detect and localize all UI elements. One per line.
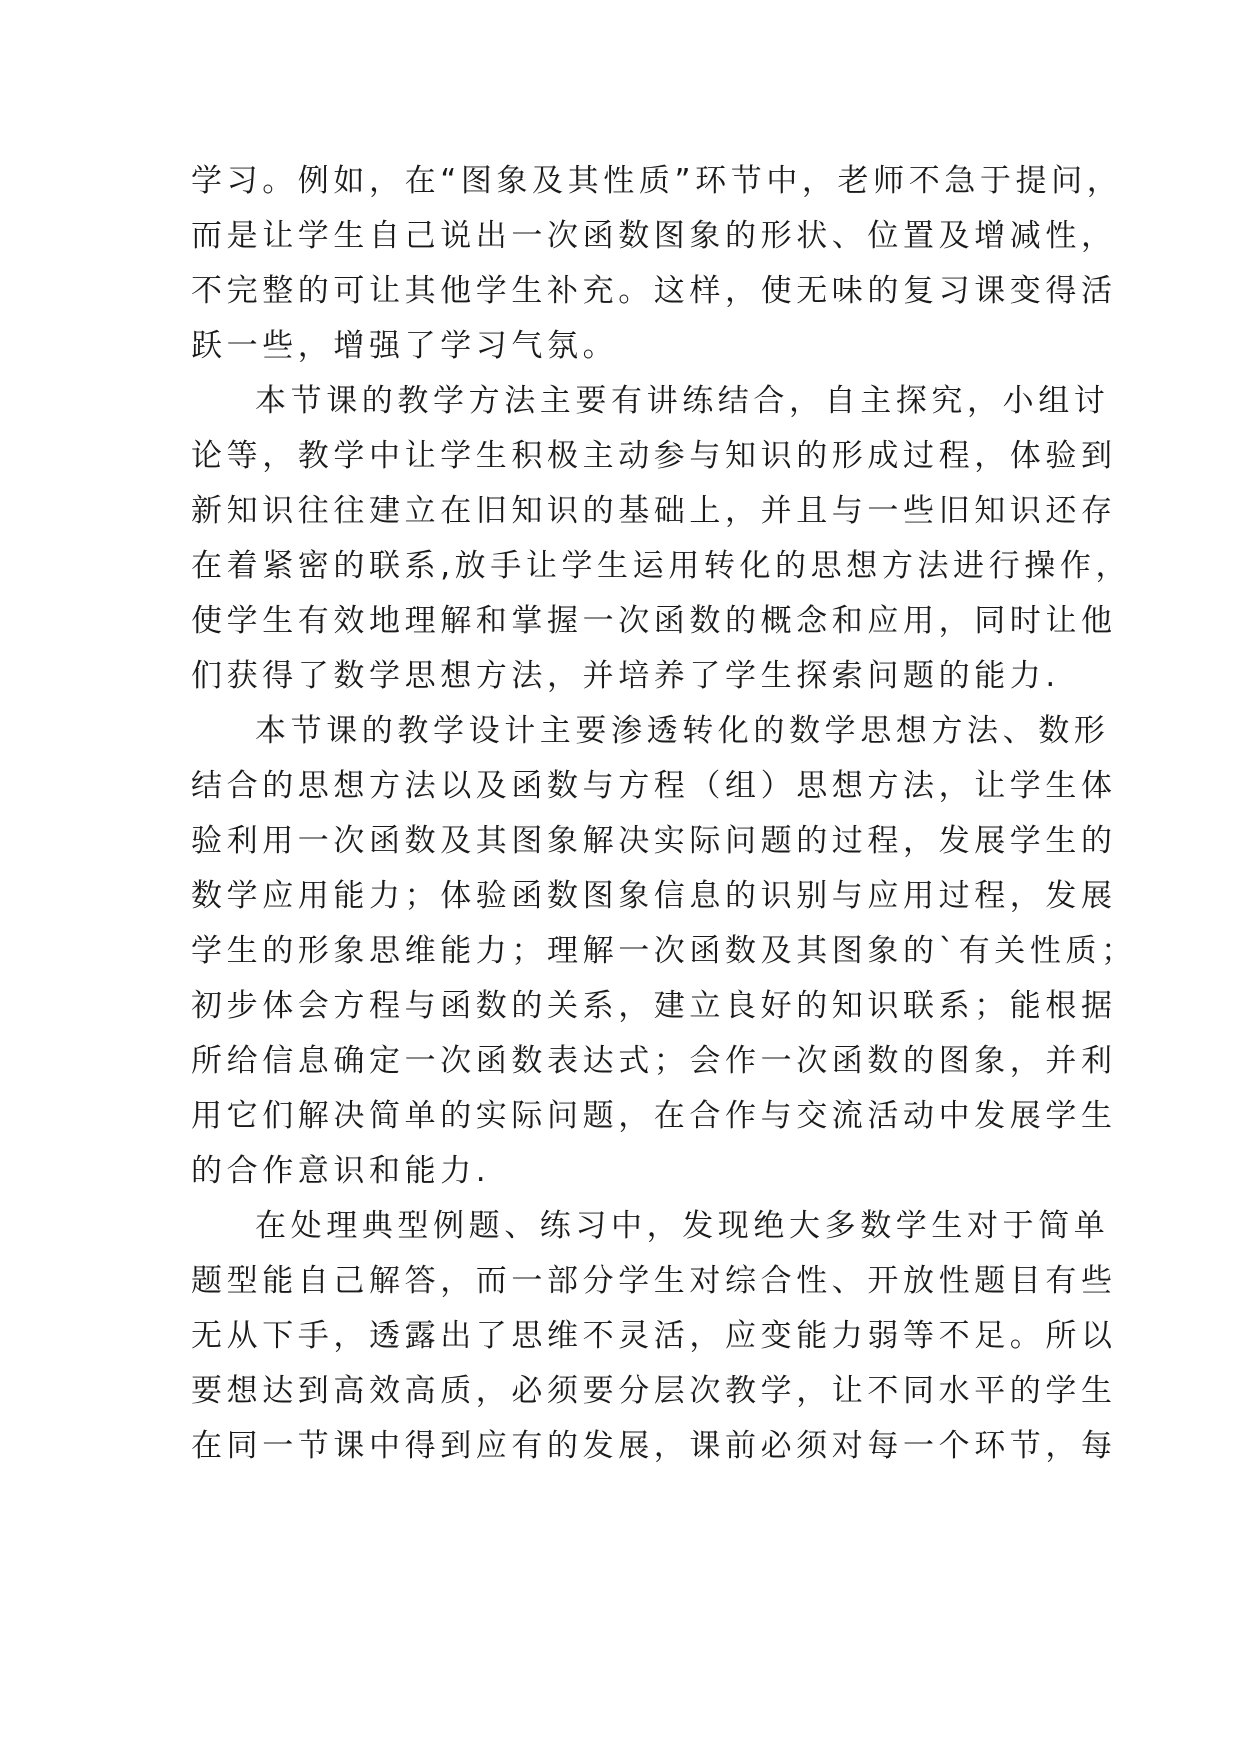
text-line: 使学生有效地理解和掌握一次函数的概念和应用，同时让他 xyxy=(191,603,1117,639)
text-line: 学生的形象思维能力；理解一次函数及其图象的`有关性质； xyxy=(191,933,1137,969)
text-line: 在着紧密的联系,放手让学生运用转化的思想方法进行操作， xyxy=(191,548,1132,584)
paragraph-first-line: 本节课的教学方法主要有讲练结合，自主探究，小组讨 xyxy=(255,383,1110,419)
text-line: 论等，教学中让学生积极主动参与知识的形成过程，体验到 xyxy=(191,438,1117,474)
text-line: 在同一节课中得到应有的发展，课前必须对每一个环节，每 xyxy=(191,1428,1117,1464)
text-line: 题型能自己解答，而一部分学生对综合性、开放性题目有些 xyxy=(191,1263,1117,1299)
text-line: 无从下手，透露出了思维不灵活，应变能力弱等不足。所以 xyxy=(191,1318,1117,1354)
text-line: 的合作意识和能力. xyxy=(191,1153,491,1189)
text-line: 验利用一次函数及其图象解决实际问题的过程，发展学生的 xyxy=(191,823,1117,859)
text-line: 要想达到高效高质，必须要分层次教学，让不同水平的学生 xyxy=(191,1373,1117,1409)
text-line: 新知识往往建立在旧知识的基础上，并且与一些旧知识还存 xyxy=(191,493,1117,529)
text-line: 用它们解决简单的实际问题，在合作与交流活动中发展学生 xyxy=(191,1098,1117,1134)
text-line: 们获得了数学思想方法，并培养了学生探索问题的能力. xyxy=(191,658,1060,694)
text-line: 结合的思想方法以及函数与方程（组）思想方法，让学生体 xyxy=(191,768,1117,804)
text-line: 初步体会方程与函数的关系，建立良好的知识联系；能根据 xyxy=(191,988,1117,1024)
text-line: 学习。例如，在“图象及其性质”环节中，老师不急于提问， xyxy=(191,163,1123,199)
text-line: 数学应用能力；体验函数图象信息的识别与应用过程，发展 xyxy=(191,878,1117,914)
paragraph-first-line: 本节课的教学设计主要渗透转化的数学思想方法、数形 xyxy=(255,713,1110,749)
text-line: 跃一些，增强了学习气氛。 xyxy=(191,328,619,364)
text-line: 所给信息确定一次函数表达式；会作一次函数的图象，并利 xyxy=(191,1043,1117,1079)
text-line: 而是让学生自己说出一次函数图象的形状、位置及增减性， xyxy=(191,218,1117,254)
text-line: 不完整的可让其他学生补充。这样，使无味的复习课变得活 xyxy=(191,273,1117,309)
paragraph-first-line: 在处理典型例题、练习中，发现绝大多数学生对于简单 xyxy=(255,1208,1110,1244)
